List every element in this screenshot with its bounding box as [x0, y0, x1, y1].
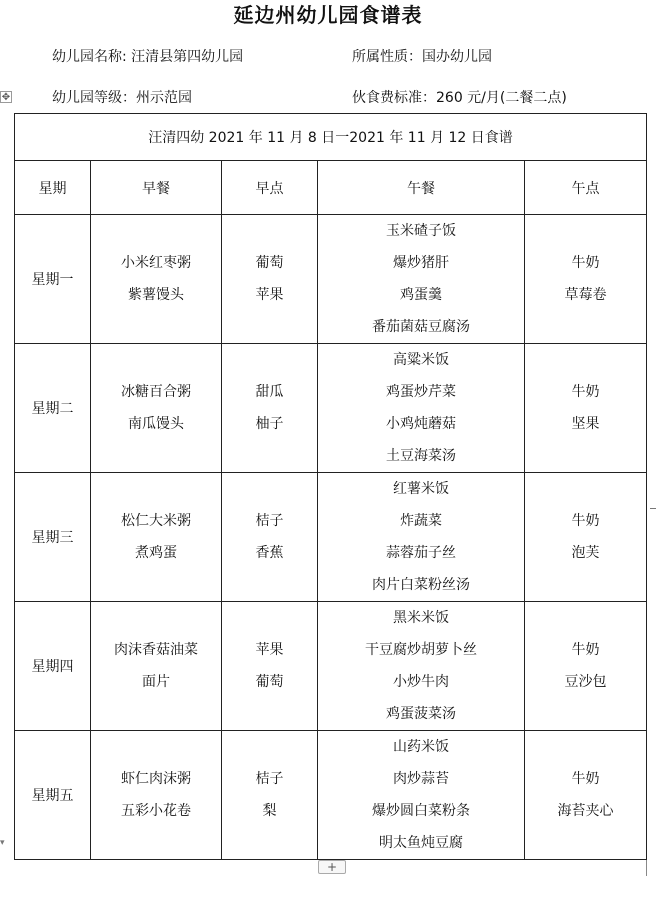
- menu-item: 南瓜馒头: [128, 416, 184, 432]
- afternoon-snack-cell[interactable]: [525, 344, 647, 473]
- menu-item: 松仁大米粥: [121, 513, 191, 529]
- menu-item: 桔子: [255, 513, 284, 529]
- menu-item: 煮鸡蛋: [135, 545, 177, 561]
- header-morning-snack[interactable]: 早点: [222, 161, 318, 215]
- breakfast-cell[interactable]: [91, 602, 222, 731]
- menu-item: 紫薯馒头: [128, 287, 184, 303]
- afternoon-snack-cell[interactable]: [525, 731, 647, 860]
- afternoon-snack-cell[interactable]: [525, 473, 647, 602]
- menu-item: 肉片白菜粉丝汤: [372, 577, 470, 593]
- menu-item: 明太鱼炖豆腐: [379, 835, 463, 851]
- menu-item: 牛奶: [571, 642, 600, 658]
- menu-item: 葡萄: [255, 255, 284, 271]
- menu-table: [14, 113, 647, 860]
- menu-item: 牛奶: [571, 255, 600, 271]
- menu-item: 小炒牛肉: [393, 674, 449, 690]
- menu-item: 爆炒猪肝: [393, 255, 449, 271]
- table-row: [15, 344, 647, 473]
- menu-item: 小米红枣粥: [121, 255, 191, 271]
- breakfast-cell[interactable]: [91, 344, 222, 473]
- header-afternoon-snack[interactable]: 午点: [525, 161, 647, 215]
- morning-snack-cell[interactable]: [222, 731, 318, 860]
- menu-item: 桔子: [255, 771, 284, 787]
- breakfast-cell[interactable]: [91, 215, 222, 344]
- day-cell[interactable]: 星期三: [15, 473, 91, 602]
- menu-item: 蒜蓉茄子丝: [386, 545, 456, 561]
- day-cell[interactable]: 星期二: [15, 344, 91, 473]
- day-cell[interactable]: 星期五: [15, 731, 91, 860]
- day-cell[interactable]: 星期一: [15, 215, 91, 344]
- lunch-cell[interactable]: [318, 344, 525, 473]
- scroll-down-arrow-icon: ▾: [0, 838, 5, 848]
- menu-item: 红薯米饭: [393, 481, 449, 497]
- header-day[interactable]: 星期: [15, 161, 91, 215]
- meal-fee-standard: 伙食费标准：260 元/月(二餐二点): [352, 90, 567, 106]
- margin-tick: [650, 508, 656, 509]
- kindergarten-nature: 所属性质：国办幼儿园: [352, 49, 492, 65]
- table-row: [15, 731, 647, 860]
- menu-item: 玉米碴子饭: [386, 223, 456, 239]
- morning-snack-cell[interactable]: [222, 215, 318, 344]
- menu-item: 土豆海菜汤: [386, 448, 456, 464]
- menu-item: 炸蔬菜: [400, 513, 442, 529]
- morning-snack-cell[interactable]: [222, 602, 318, 731]
- menu-item: 鸡蛋羹: [400, 287, 442, 303]
- afternoon-snack-cell[interactable]: [525, 215, 647, 344]
- menu-item: 五彩小花卷: [121, 803, 191, 819]
- table-row: [15, 602, 647, 731]
- menu-item: 甜瓜: [255, 384, 284, 400]
- menu-item: 牛奶: [571, 513, 600, 529]
- breakfast-cell[interactable]: [91, 473, 222, 602]
- menu-item: 海苔夹心: [557, 803, 614, 819]
- header-breakfast[interactable]: 早餐: [91, 161, 222, 215]
- menu-item: 苹果: [255, 642, 284, 658]
- menu-item: 坚果: [571, 416, 600, 432]
- menu-item: 面片: [142, 674, 170, 690]
- menu-item: 小鸡炖蘑菇: [386, 416, 456, 432]
- table-row: [15, 215, 647, 344]
- menu-item: 番茄菌菇豆腐汤: [372, 319, 470, 335]
- menu-item: 鸡蛋菠菜汤: [386, 706, 456, 722]
- menu-item: 柚子: [255, 416, 284, 432]
- menu-item: 香蕉: [255, 545, 284, 561]
- menu-item: 梨: [262, 803, 277, 819]
- table-caption[interactable]: 汪清四幼 2021 年 11 月 8 日一2021 年 11 月 12 日食谱: [15, 114, 647, 161]
- header-lunch[interactable]: 午餐: [318, 161, 525, 215]
- add-row-button[interactable]: +: [318, 860, 346, 874]
- menu-item: 牛奶: [571, 771, 600, 787]
- menu-item: 葡萄: [255, 674, 284, 690]
- afternoon-snack-cell[interactable]: [525, 602, 647, 731]
- menu-item: 干豆腐炒胡萝卜丝: [365, 642, 477, 658]
- menu-item: 肉炒蒜苔: [393, 771, 449, 787]
- morning-snack-cell[interactable]: [222, 473, 318, 602]
- menu-item: 虾仁肉沫粥: [121, 771, 191, 787]
- lunch-cell[interactable]: [318, 731, 525, 860]
- lunch-cell[interactable]: [318, 215, 525, 344]
- menu-item: 鸡蛋炒芹菜: [386, 384, 456, 400]
- menu-item: 牛奶: [571, 384, 600, 400]
- menu-item: 草莓卷: [564, 287, 607, 303]
- lunch-cell[interactable]: [318, 473, 525, 602]
- menu-item: 爆炒圆白菜粉条: [372, 803, 470, 819]
- morning-snack-cell[interactable]: [222, 344, 318, 473]
- table-resize-handle[interactable]: [646, 858, 656, 876]
- day-cell[interactable]: 星期四: [15, 602, 91, 731]
- breakfast-cell[interactable]: [91, 731, 222, 860]
- menu-item: 豆沙包: [564, 674, 607, 690]
- menu-item: 苹果: [255, 287, 284, 303]
- table-row: [15, 473, 647, 602]
- menu-item: 肉沫香菇油菜: [114, 642, 198, 658]
- menu-item: 泡芙: [571, 545, 600, 561]
- kindergarten-grade: 幼儿园等级：州示范园: [52, 90, 192, 106]
- menu-item: 山药米饭: [393, 739, 449, 755]
- menu-item: 冰糖百合粥: [121, 384, 191, 400]
- move-cross-icon[interactable]: ✥: [1, 92, 11, 103]
- document-title: 延边州幼儿园食谱表: [233, 3, 423, 27]
- menu-item: 黑米米饭: [393, 610, 449, 626]
- lunch-cell[interactable]: [318, 602, 525, 731]
- kindergarten-name: 幼儿园名称: 汪清县第四幼儿园: [52, 49, 244, 65]
- menu-item: 高粱米饭: [393, 352, 449, 368]
